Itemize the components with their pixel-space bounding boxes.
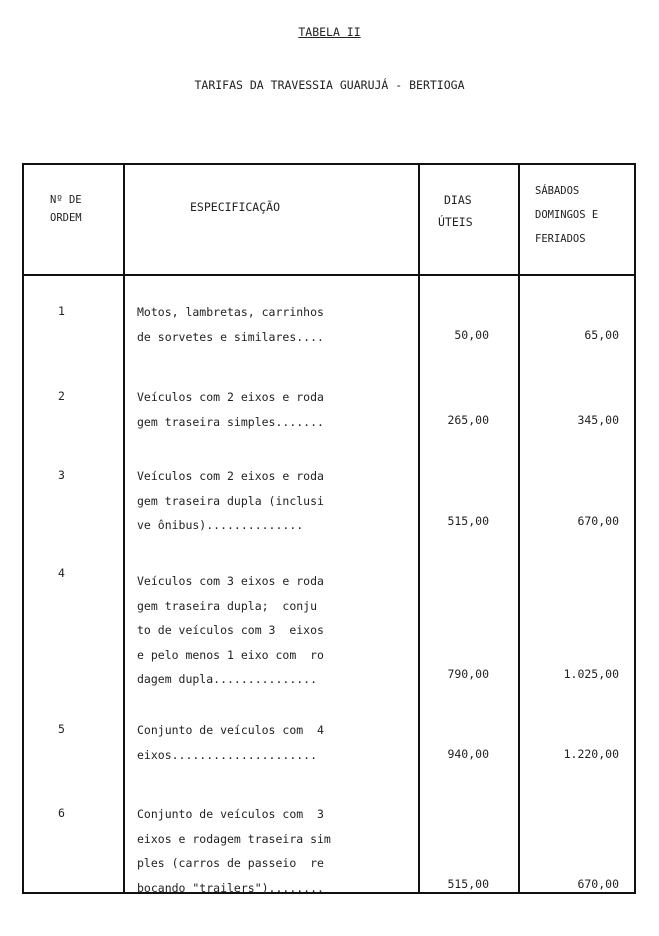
row-weekend-price: 670,00 [577,877,619,891]
row-number: 6 [58,806,65,820]
row-number: 1 [58,304,65,318]
row-weekdays-price: 515,00 [447,514,489,528]
header-spec: ESPECIFICAÇÃO [190,200,281,214]
row-weekdays-price: 790,00 [447,667,489,681]
header-order [50,191,82,227]
row-spec: Veículos com 3 eixos e roda gem traseira dupla; conju to de veículos com 3 eixos e pelo menos 1 eixo com ro dagem dupla............... [137,574,324,686]
row-weekend-price: 65,00 [584,328,619,342]
row-number: 4 [58,566,65,580]
column-divider [123,163,125,894]
row-weekdays-price: 940,00 [447,747,489,761]
table-subtitle: TARIFAS DA TRAVESSIA GUARUJÁ - BERTIOGA [194,78,465,92]
table-border-right [634,163,636,894]
header-text: SÁBADOS [535,185,580,197]
row-weekdays-price: 515,00 [447,877,489,891]
row-spec: Veículos com 2 eixos e roda gem traseira dupla (inclusi ve ônibus).............. [137,469,324,532]
header-weekdays [438,189,473,233]
row-weekend-price: 1.025,00 [563,667,619,681]
row-number: 2 [58,389,65,403]
table-border-top [22,163,636,165]
table-title: TABELA II [298,25,361,39]
row-number: 3 [58,468,65,482]
header-text: DIAS [444,193,472,207]
row-number: 5 [58,722,65,736]
table-border-left [22,163,24,894]
header-divider [22,274,636,276]
row-spec: Veículos com 2 eixos e roda gem traseira simples....... [137,390,324,429]
header-text: ORDEM [50,212,82,224]
row-spec: Conjunto de veículos com 3 eixos e rodagem traseira sim ples (carros de passeio re bocando "trailers")........ [137,807,331,895]
row-weekdays-price: 50,00 [454,328,489,342]
row-weekend-price: 345,00 [577,413,619,427]
column-divider [418,163,420,894]
row-spec: Conjunto de veículos com 4 eixos..................... [137,723,324,762]
header-text: Nº DE [50,194,82,206]
row-spec: Motos, lambretas, carrinhos de sorvetes e similares.... [137,305,324,344]
row-weekend-price: 670,00 [577,514,619,528]
header-text: ÚTEIS [438,215,473,229]
column-divider [518,163,520,894]
row-weekend-price: 1.220,00 [563,747,619,761]
row-weekdays-price: 265,00 [447,413,489,427]
header-weekend [535,179,598,251]
header-text: FERIADOS [535,233,586,245]
header-text: DOMINGOS E [535,209,599,221]
